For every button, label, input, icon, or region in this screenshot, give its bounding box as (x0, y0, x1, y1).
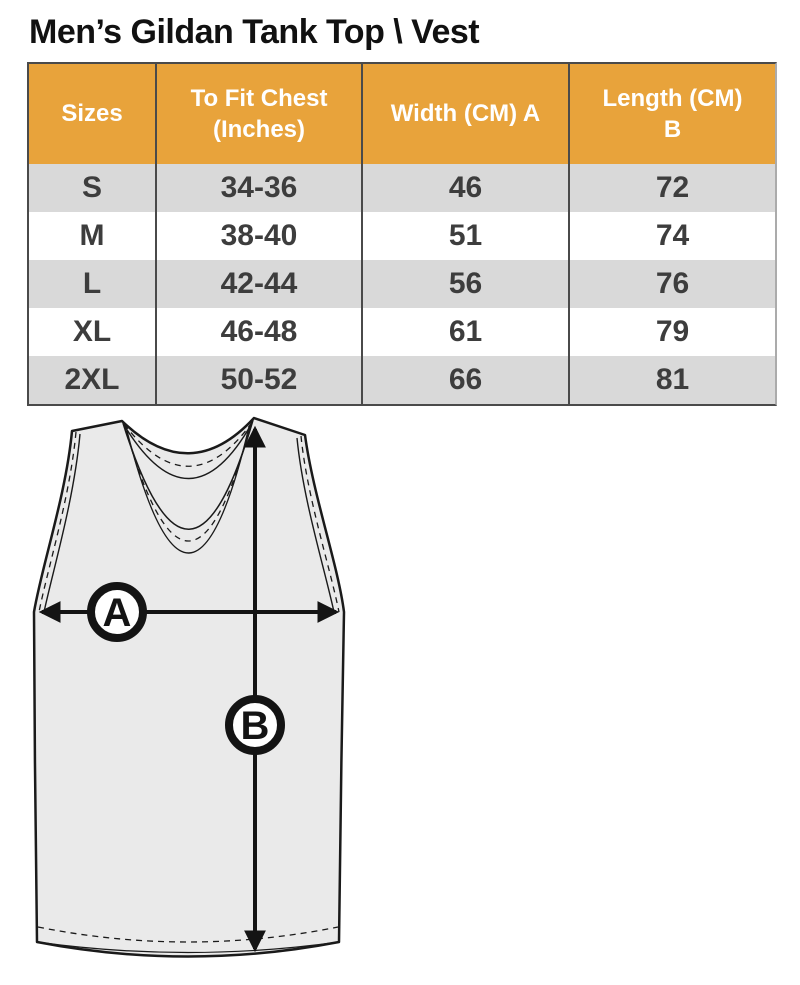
width-label: A (102, 591, 132, 635)
chest-cell: 50-52 (155, 356, 361, 404)
chest-cell: 34-36 (155, 164, 361, 212)
column-header-sizes (29, 64, 155, 164)
size-cell: S (81, 171, 102, 204)
tank-outline (34, 418, 344, 957)
column-header-line: Sizes (61, 100, 123, 128)
tank-top-diagram (22, 415, 362, 975)
column-header-width (361, 64, 568, 164)
width-cell: 66 (361, 356, 568, 404)
chest-cell: 46-48 (155, 308, 361, 356)
length-cell: 74 (568, 212, 775, 260)
length-cell: 79 (568, 308, 775, 356)
page-title: Men’s Gildan Tank Top \ Vest (29, 13, 480, 51)
size-cell: XL (72, 315, 112, 348)
size-cell: 2XL (64, 363, 120, 396)
column-header-line: (Inches) (212, 116, 305, 143)
chest-cell: 38-40 (155, 212, 361, 260)
column-header-line: B (663, 116, 682, 143)
column-header-line: To Fit Chest (190, 84, 328, 112)
length-cell: 81 (568, 356, 775, 404)
column-header-chest (155, 64, 361, 164)
chest-cell: 42-44 (155, 260, 361, 308)
width-cell: 61 (361, 308, 568, 356)
column-header-line: Length (CM) (602, 84, 743, 112)
table-row (29, 356, 775, 404)
length-label: B (240, 704, 270, 748)
table-row (29, 212, 775, 260)
table-row (29, 308, 775, 356)
length-cell: 72 (568, 164, 775, 212)
width-cell: 56 (361, 260, 568, 308)
size-cell: L (82, 267, 102, 300)
table-header-row (29, 64, 775, 164)
table-row (29, 164, 775, 212)
column-header-length (568, 64, 775, 164)
width-cell: 51 (361, 212, 568, 260)
length-cell: 76 (568, 260, 775, 308)
column-header-line: Width (CM) A (390, 100, 541, 128)
width-cell: 46 (361, 164, 568, 212)
table-row (29, 260, 775, 308)
size-chart-table (27, 62, 777, 406)
size-cell: M (79, 219, 105, 252)
